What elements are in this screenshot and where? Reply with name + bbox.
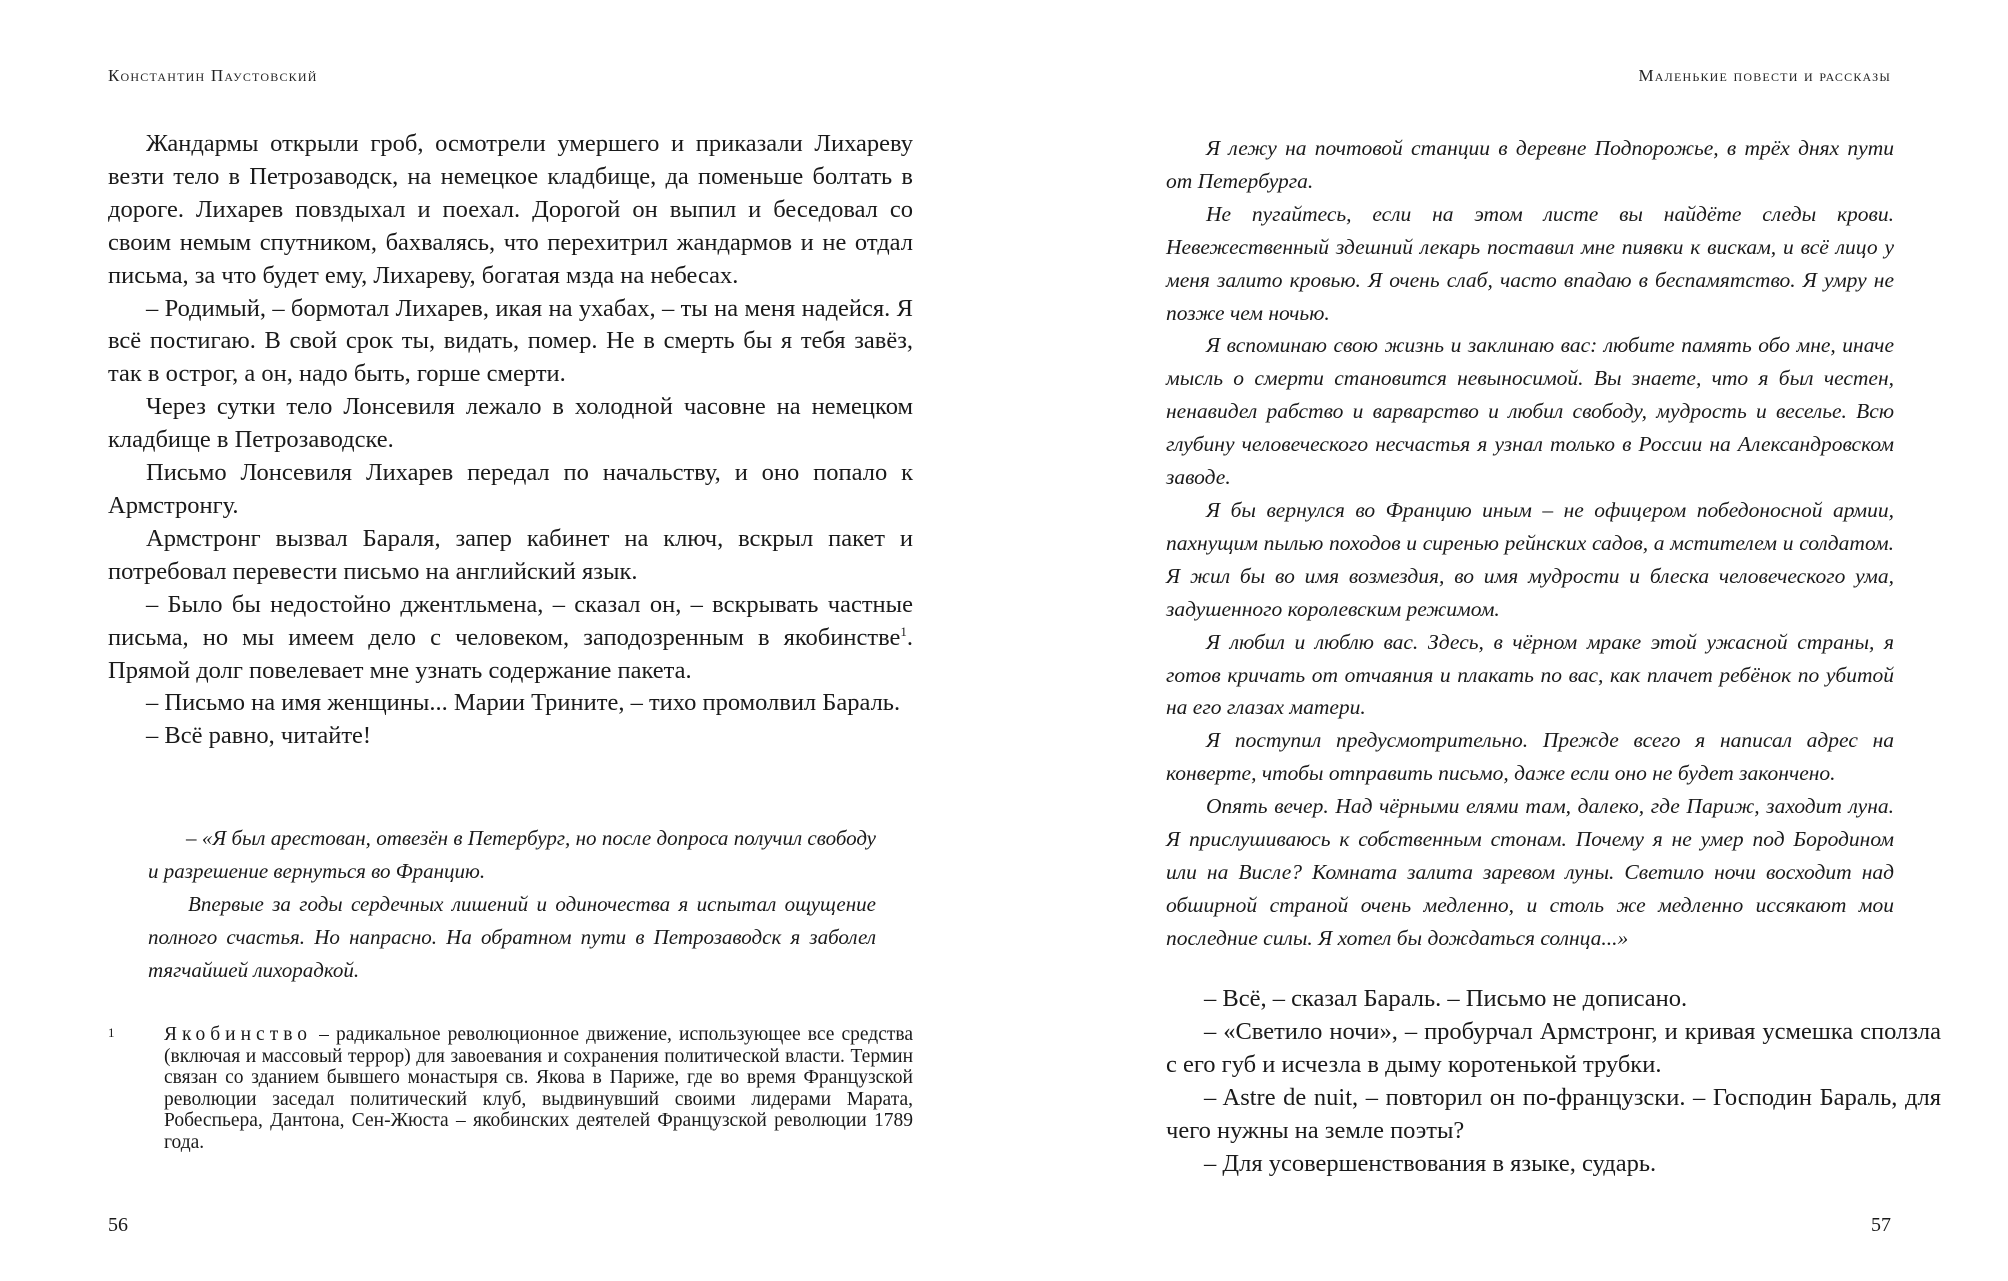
paragraph: – Для усовершенствования в языке, сударь. [1204, 1149, 1657, 1177]
running-head-title: Маленькие повести и рассказы [1638, 66, 1891, 85]
paragraph: Жандармы открыли гроб, осмотрели умершего и приказали Лихареву везти тело в Петрозаводск, на немецкое кладбище, да поменьше болтать в дороге. Лихарев повздыхал и поехал. Дорогой он выпил и беседовал со своим немым спутником, бахвалясь, что перехитрил жандармов и не отдал письма, за что будет ему, Лихареву, богатая мзда на небесах. [108, 130, 913, 289]
footnote-mark: 1 [108, 1025, 115, 1040]
quote-paragraph: Впервые за годы сердечных лишений и одиночества я испытал ощущение полного счастья. Но напрасно. На обратном пути в Петрозаводск я заболел тягчайшей лихорадкой. [148, 891, 876, 982]
body-text [1166, 983, 1941, 1180]
paragraph: Армстронг вызвал Бараля, запер кабинет на ключ, вскрыл пакет и потребовал перевести письмо на английский язык. [108, 524, 913, 585]
paragraph: Через сутки тело Лонсевиля лежало в холодной часовне на немецком кладбище в Петрозаводске. [108, 393, 913, 454]
paragraph-text: – Было бы недостойно джентльмена, – сказал он, – вскрывать частные письма, но мы имеем дело с человеком, заподозренным в якобинстве [108, 590, 913, 651]
paragraph: – Всё, – сказал Бараль. – Письмо не дописано. [1204, 985, 1688, 1012]
paragraph: – Письмо на имя женщины... Марии Тринитe, – тихо промолвил Бараль. [146, 689, 901, 717]
running-head-author: Константин Паустовский [108, 66, 318, 85]
right-page [1004, 0, 2008, 1281]
body-text [108, 128, 913, 753]
letter-paragraph: Я поступил предусмотрительно. Прежде всего я написал адрес на конверте, чтобы отправить письмо, даже если оно не будет закончено. [1166, 728, 1894, 786]
letter-paragraph: Опять вечер. Над чёрными елями там, далеко, где Париж, заходит луна. Я прислушиваюсь к собственным стонам. Почему я не умер под Бородином или на Висле? Комната залита заревом луны. Светило ночи восходит над обширной страной очень медленно, и столь же медленно иссякают мои последние силы. Я хотел бы дождаться солнца...» [1166, 794, 1894, 950]
footnote-text: – радикальное революционное движение, использующее все средства (включая и массовый террор) для завоевания и сохранения политической власти. Термин связан со зданием бывшего монастыря св. Якова в Париже, где во время Французской революции заседал политический клуб, выдвинувший своими лидерами Марата, Робеспьера, Дантона, Сен-Жюста – якобинских деятелей Французской революции 1789 года. [164, 1024, 913, 1153]
paragraph: – Родимый, – бормотал Лихарев, икая на ухабах, – ты на меня надейся. Я всё постигаю. В свой срок ты, видать, помер. Не в смерть бы я тебя завёз, так в острог, а он, надо быть, горше смерти. [108, 294, 913, 388]
letter-paragraph: Я бы вернулся во Францию иным – не офицером победоносной армии, пахнущим пылью походов и сиренью рейнских садов, а мстителем и солдатом. Я жил бы во имя возмездия, во имя мудрости и блеска человеческого ума, задушенного королевским режимом. [1166, 497, 1894, 621]
letter-paragraph: Я лежу на почтовой станции в деревне Подпорожье, в трёх днях пути от Петербурга. [1166, 136, 1894, 193]
quote-paragraph: – «Я был арестован, отвезён в Петербург, но после допроса получил свободу и разрешение вернуться во Францию. [148, 826, 876, 883]
footnote-reference[interactable]: 1 [900, 623, 907, 639]
letter-paragraph: Я любил и люблю вас. Здесь, в чёрном мраке этой ужасной страны, я готов кричать от отчаяния и плакать по вас, как плачет ребёнок по убитой на его глазах матери. [1166, 629, 1894, 720]
paragraph: – Всё равно, читайте! [146, 722, 372, 750]
page-number: 57 [1871, 1214, 1891, 1236]
page-number: 56 [108, 1214, 128, 1236]
paragraph: – «Светило ночи», – пробурчал Армстронг, и кривая усмешка сползла с его губ и исчезла в дыму коротенькой трубки. [1166, 1017, 1941, 1078]
letter-quote [148, 822, 876, 987]
footnote-body [164, 1024, 913, 1153]
paragraph: Письмо Лонсевиля Лихарев передал по начальству, и оно попало к Армстронгу. [108, 459, 913, 519]
paragraph: – Astre de nuit, – повторил он по-французски. – Господин Бараль, для чего нужны на земле поэты? [1166, 1083, 1941, 1144]
paragraph-with-footnote [108, 589, 913, 688]
letter-text [1166, 132, 1894, 955]
footnote-term: Якобинство [164, 1024, 313, 1045]
footnote [108, 1024, 913, 1153]
paragraph-text-tail: . Прямой долг повелевает мне узнать содержание пакета. [108, 623, 913, 684]
letter-paragraph: Не пугайтесь, если на этом листе вы найдёте следы крови. Невежественный здешний лекарь поставил мне пиявки к вискам, и всё лицо у меня залито кровью. Я очень слаб, часто впадаю в беспамятство. Я умру не позже чем ночью. [1166, 201, 1894, 325]
letter-paragraph: Я вспоминаю свою жизнь и заклинаю вас: любите память обо мне, иначе мысль о смерти становится невыносимой. Вы знаете, что я был честен, ненавидел рабство и варварство и любил свободу, мудрость и веселье. Всю глубину человеческого несчастья я узнал только в России на Александровском заводе. [1166, 333, 1894, 490]
